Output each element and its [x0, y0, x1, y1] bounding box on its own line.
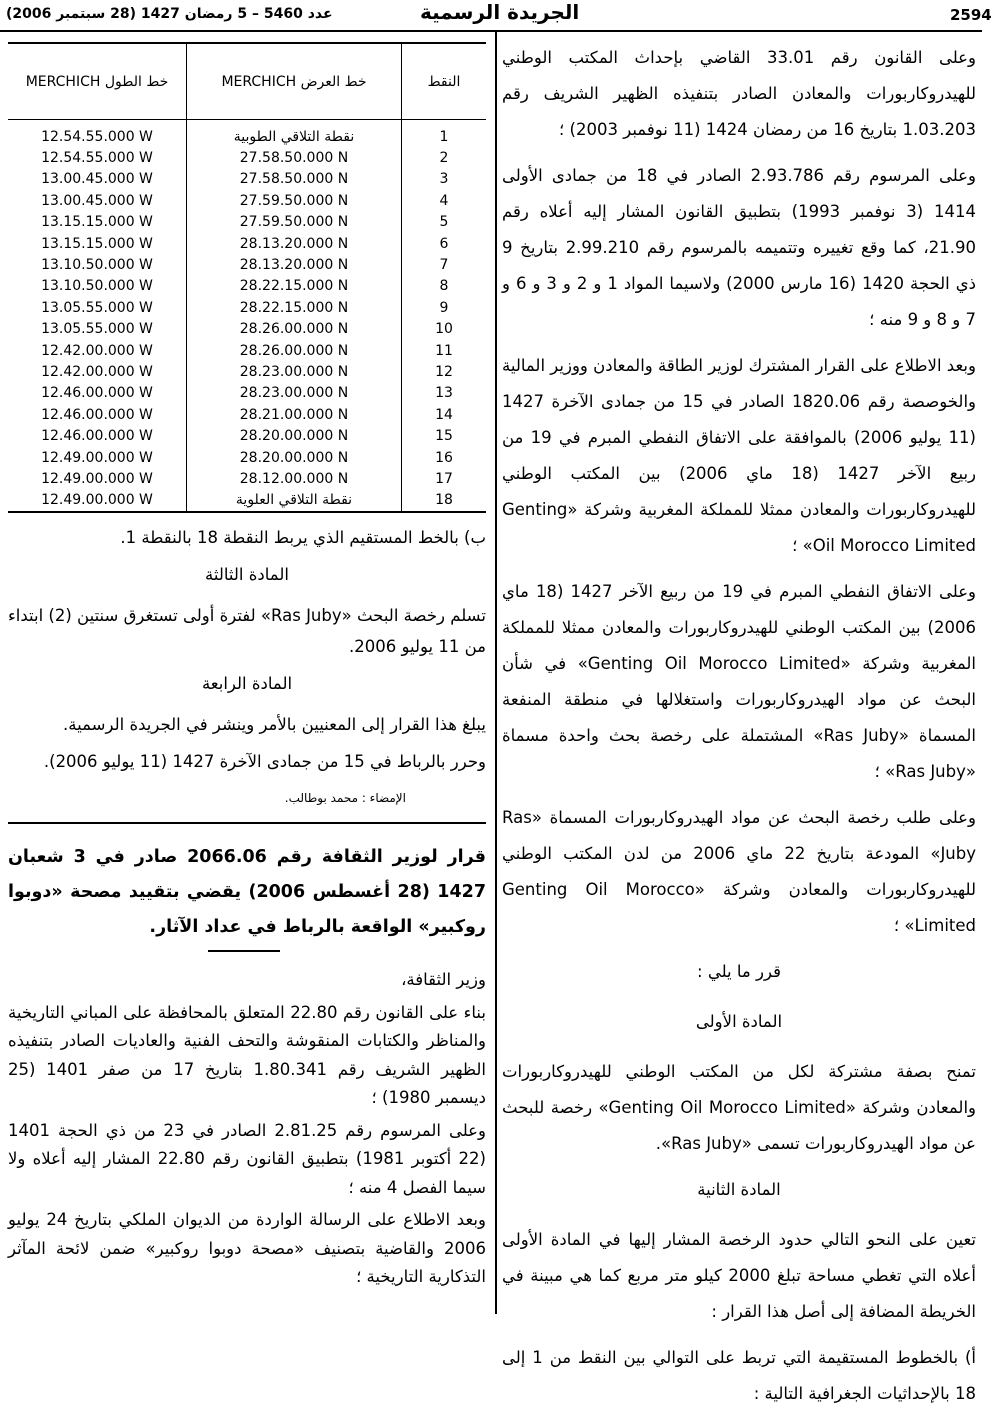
table-row: [8, 404, 486, 425]
point-number-cell: 2: [402, 147, 487, 168]
paragraph: وبعد الاطلاع على القرار المشترك لوزير الطاقة والمعادن ووزير المالية والخوصصة رقم 1820.06 الصادر في 15 من جمادى الآخرة 1427 (11 يوليو 2006) بالموافقة على الاتفاق النفطي المبرم في 19 من ربيع الآخر 1427 (18 ماي 2006) بين المكتب الوطني للهيدروكاربورات والمعادن ممثلا للمملكة المغربية وشركة «Genting Oil Morocco Limited» ؛: [502, 356, 977, 555]
table-row: [8, 297, 486, 318]
latitude-cell: نقطة التلاقي الطوبية: [187, 120, 402, 148]
table-header-row: [8, 43, 486, 120]
table-row: [8, 425, 486, 446]
article2-text: تعين على النحو التالي حدود الرخصة المشار إليها في المادة الأولى أعلاه التي تغطي مساحة تبلغ 2000 كيلو متر مربع كما هي مبينة في الخريطة المضافة إلى أصل هذا القرار :: [502, 1230, 976, 1321]
article3-heading: المادة الثالثة: [205, 565, 289, 584]
left-column-lower: [8, 966, 486, 1296]
article4-text: يبلغ هذا القرار إلى المعنيين بالأمر وينشر في الجريدة الرسمية.: [63, 715, 486, 734]
longitude-cell: 13.05.55.000 W: [8, 319, 187, 340]
table-row: [8, 276, 486, 297]
longitude-cell: 13.00.45.000 W: [8, 169, 187, 190]
latitude-cell: 27.59.50.000 N: [187, 190, 402, 211]
signature: الإمضاء : محمد بوطالب.: [284, 791, 406, 805]
longitude-cell: 13.10.50.000 W: [8, 254, 187, 275]
article2-heading: المادة الثانية: [697, 1180, 781, 1199]
point-number-cell: 11: [402, 340, 487, 361]
page-header: [0, 0, 992, 32]
latitude-cell: 28.13.20.000 N: [187, 254, 402, 275]
longitude-cell: 13.05.55.000 W: [8, 297, 187, 318]
paragraph: وبعد الاطلاع على الرسالة الواردة من الديوان الملكي بتاريخ 24 يوليو 2006 والقاضية بتصنيف «مصحة دوبوا روكبير» ضمن لائحة المآثر التذكارية التاريخية ؛: [8, 1210, 486, 1286]
table-row: [8, 169, 486, 190]
latitude-cell: 28.20.00.000 N: [187, 425, 402, 446]
point-number-cell: 17: [402, 468, 487, 489]
point-number-cell: 1: [402, 120, 487, 148]
point-number-cell: 5: [402, 212, 487, 233]
latitude-cell: 28.26.00.000 N: [187, 319, 402, 340]
column-header-points: النقط: [402, 43, 487, 120]
longitude-cell: 13.15.15.000 W: [8, 212, 187, 233]
item-b: ب) بالخط المستقيم الذي يربط النقطة 18 بالنقطة 1.: [120, 528, 486, 547]
article4-heading: المادة الرابعة: [201, 674, 293, 693]
minister-line: وزير الثقافة،: [401, 970, 486, 989]
point-number-cell: 14: [402, 404, 487, 425]
latitude-cell: 28.20.00.000 N: [187, 447, 402, 468]
latitude-cell: نقطة التلاقي العلوية: [187, 490, 402, 512]
latitude-cell: 28.23.00.000 N: [187, 361, 402, 382]
longitude-cell: 12.46.00.000 W: [8, 383, 187, 404]
right-column: [502, 40, 976, 1422]
table-row: [8, 340, 486, 361]
point-number-cell: 18: [402, 490, 487, 512]
point-number-cell: 7: [402, 254, 487, 275]
point-number-cell: 12: [402, 361, 487, 382]
longitude-cell: 12.49.00.000 W: [8, 490, 187, 512]
table-row: [8, 468, 486, 489]
latitude-cell: 28.22.15.000 N: [187, 276, 402, 297]
gazette-title: الجريدة الرسمية: [420, 0, 580, 24]
longitude-cell: 12.42.00.000 W: [8, 361, 187, 382]
longitude-cell: 12.46.00.000 W: [8, 425, 187, 446]
latitude-cell: 28.22.15.000 N: [187, 297, 402, 318]
longitude-cell: 12.54.55.000 W: [8, 147, 187, 168]
paragraph: وعلى القانون رقم 33.01 القاضي بإحداث المكتب الوطني للهيدروكاربورات والمعادن الصادر بتنفيذه الظهير الشريف رقم 1.03.203 بتاريخ 16 من رمضان 1424 (11 نوفمبر 2003) ؛: [502, 48, 976, 139]
issue-info: عدد 5460 – 5 رمضان 1427 (28 سبتمبر 2006): [6, 6, 333, 22]
article2-item-a: أ) بالخطوط المستقيمة التي تربط على التوالي بين النقط من 1 إلى 18 بالإحداثيات الجغرافية التالية :: [502, 1348, 977, 1403]
point-number-cell: 13: [402, 383, 487, 404]
table-row: [8, 190, 486, 211]
article1-heading: المادة الأولى: [695, 1012, 783, 1031]
table-row: [8, 383, 486, 404]
paragraph: وعلى المرسوم رقم 2.93.786 الصادر في 18 من جمادى الأولى 1414 (3 نوفمبر 1993) بتطبيق القانون المشار إليه أعلاه رقم 21.90، كما وقع تغييره وتتميمه بالمرسوم رقم 2.99.210 بتاريخ 9 ذي الحجة 1420 (16 مارس 2000) ولاسيما المواد 1 و 2 و 3 و 6 و 7 و 8 و 9 منه ؛: [502, 166, 977, 329]
paragraph: وعلى طلب رخصة البحث عن مواد الهيدروكاربورات المسماة «Ras Juby» المودعة بتاريخ 22 ماي 2006 من لدن المكتب الوطني للهيدروكاربورات والمعادن وشركة «Genting Oil Morocco Limited» ؛: [502, 808, 976, 935]
longitude-cell: 13.10.50.000 W: [8, 276, 187, 297]
table-row: [8, 490, 486, 512]
longitude-cell: 12.49.00.000 W: [8, 447, 187, 468]
point-number-cell: 9: [402, 297, 487, 318]
decree-title: قرار لوزير الثقافة رقم 2066.06 صادر في 3 شعبان 1427 (28 أغسطس 2006) يقضي بتقييد مصحة «دوبوا روكبير» الواقعة بالرباط في عداد الآثار.: [8, 847, 487, 937]
done-at-line: وحرر بالرباط في 15 من جمادى الآخرة 1427 (11 يوليو 2006).: [43, 752, 486, 771]
coordinates-table: [8, 42, 486, 513]
coordinates-table-body: [8, 120, 486, 513]
table-row: [8, 147, 486, 168]
longitude-cell: 13.00.45.000 W: [8, 190, 187, 211]
latitude-cell: 27.58.50.000 N: [187, 147, 402, 168]
table-row: [8, 120, 486, 148]
table-row: [8, 233, 486, 254]
latitude-cell: 27.58.50.000 N: [187, 169, 402, 190]
table-row: [8, 254, 486, 275]
column-header-latitude: خط العرض MERCHICH: [187, 43, 402, 120]
point-number-cell: 16: [402, 447, 487, 468]
point-number-cell: 3: [402, 169, 487, 190]
latitude-cell: 28.21.00.000 N: [187, 404, 402, 425]
article3-text: تسلم رخصة البحث «Ras Juby» لفترة أولى تستغرق سنتين (2) ابتداء من 11 يوليو 2006.: [8, 606, 486, 656]
latitude-cell: 28.13.20.000 N: [187, 233, 402, 254]
column-header-longitude: خط الطول MERCHICH: [8, 43, 187, 120]
point-number-cell: 6: [402, 233, 487, 254]
point-number-cell: 4: [402, 190, 487, 211]
point-number-cell: 15: [402, 425, 487, 446]
table-row: [8, 447, 486, 468]
longitude-cell: 12.49.00.000 W: [8, 468, 187, 489]
latitude-cell: 28.23.00.000 N: [187, 383, 402, 404]
article1-text: تمنح بصفة مشتركة لكل من المكتب الوطني للهيدروكاربورات والمعادن وشركة «Genting Oil Morocco Limited» رخصة للبحث عن مواد الهيدروكاربورات تسمى «Ras Juby».: [502, 1062, 976, 1153]
table-row: [8, 361, 486, 382]
paragraph: وعلى الاتفاق النفطي المبرم في 19 من ربيع الآخر 1427 (18 ماي 2006) بين المكتب الوطني للهيدروكاربورات والمعادن ممثلا للمملكة المغربية وشركة «Genting Oil Morocco Limited» في شأن البحث عن مواد الهيدروكاربورات واستغلالها في منطقة المنفعة المسماة «Ras Juby» المشتملة على رخصة بحث واحدة مسماة «Ras Juby» ؛: [502, 582, 977, 781]
column-divider: [495, 30, 497, 1314]
latitude-cell: 27.59.50.000 N: [187, 212, 402, 233]
longitude-cell: 12.54.55.000 W: [8, 120, 187, 148]
point-number-cell: 10: [402, 319, 487, 340]
longitude-cell: 12.46.00.000 W: [8, 404, 187, 425]
longitude-cell: 12.42.00.000 W: [8, 340, 187, 361]
table-row: [8, 212, 486, 233]
point-number-cell: 8: [402, 276, 487, 297]
title-rule: [208, 950, 280, 952]
page-number: 2594: [950, 6, 992, 24]
table-row: [8, 319, 486, 340]
longitude-cell: 13.15.15.000 W: [8, 233, 187, 254]
paragraph: بناء على القانون رقم 22.80 المتعلق بالمحافظة على المباني التاريخية والمناظر والكتابات المنقوشة والتحف الفنية والعاديات الصادر بتنفيذه الظهير الشريف رقم 1.80.341 بتاريخ 17 من صفر 1401 (25 ديسمبر 1980) ؛: [8, 1002, 487, 1107]
decides-line: قرر ما يلي :: [697, 962, 781, 981]
latitude-cell: 28.26.00.000 N: [187, 340, 402, 361]
left-column-upper: [8, 522, 486, 814]
section-separator: [8, 822, 486, 824]
paragraph: وعلى المرسوم رقم 2.81.25 الصادر في 23 من ذي الحجة 1401 (22 أكتوبر 1981) بتطبيق القانون رقم 22.80 المشار إليه أعلاه ولا سيما الفصل 4 منه ؛: [8, 1120, 486, 1197]
latitude-cell: 28.12.00.000 N: [187, 468, 402, 489]
